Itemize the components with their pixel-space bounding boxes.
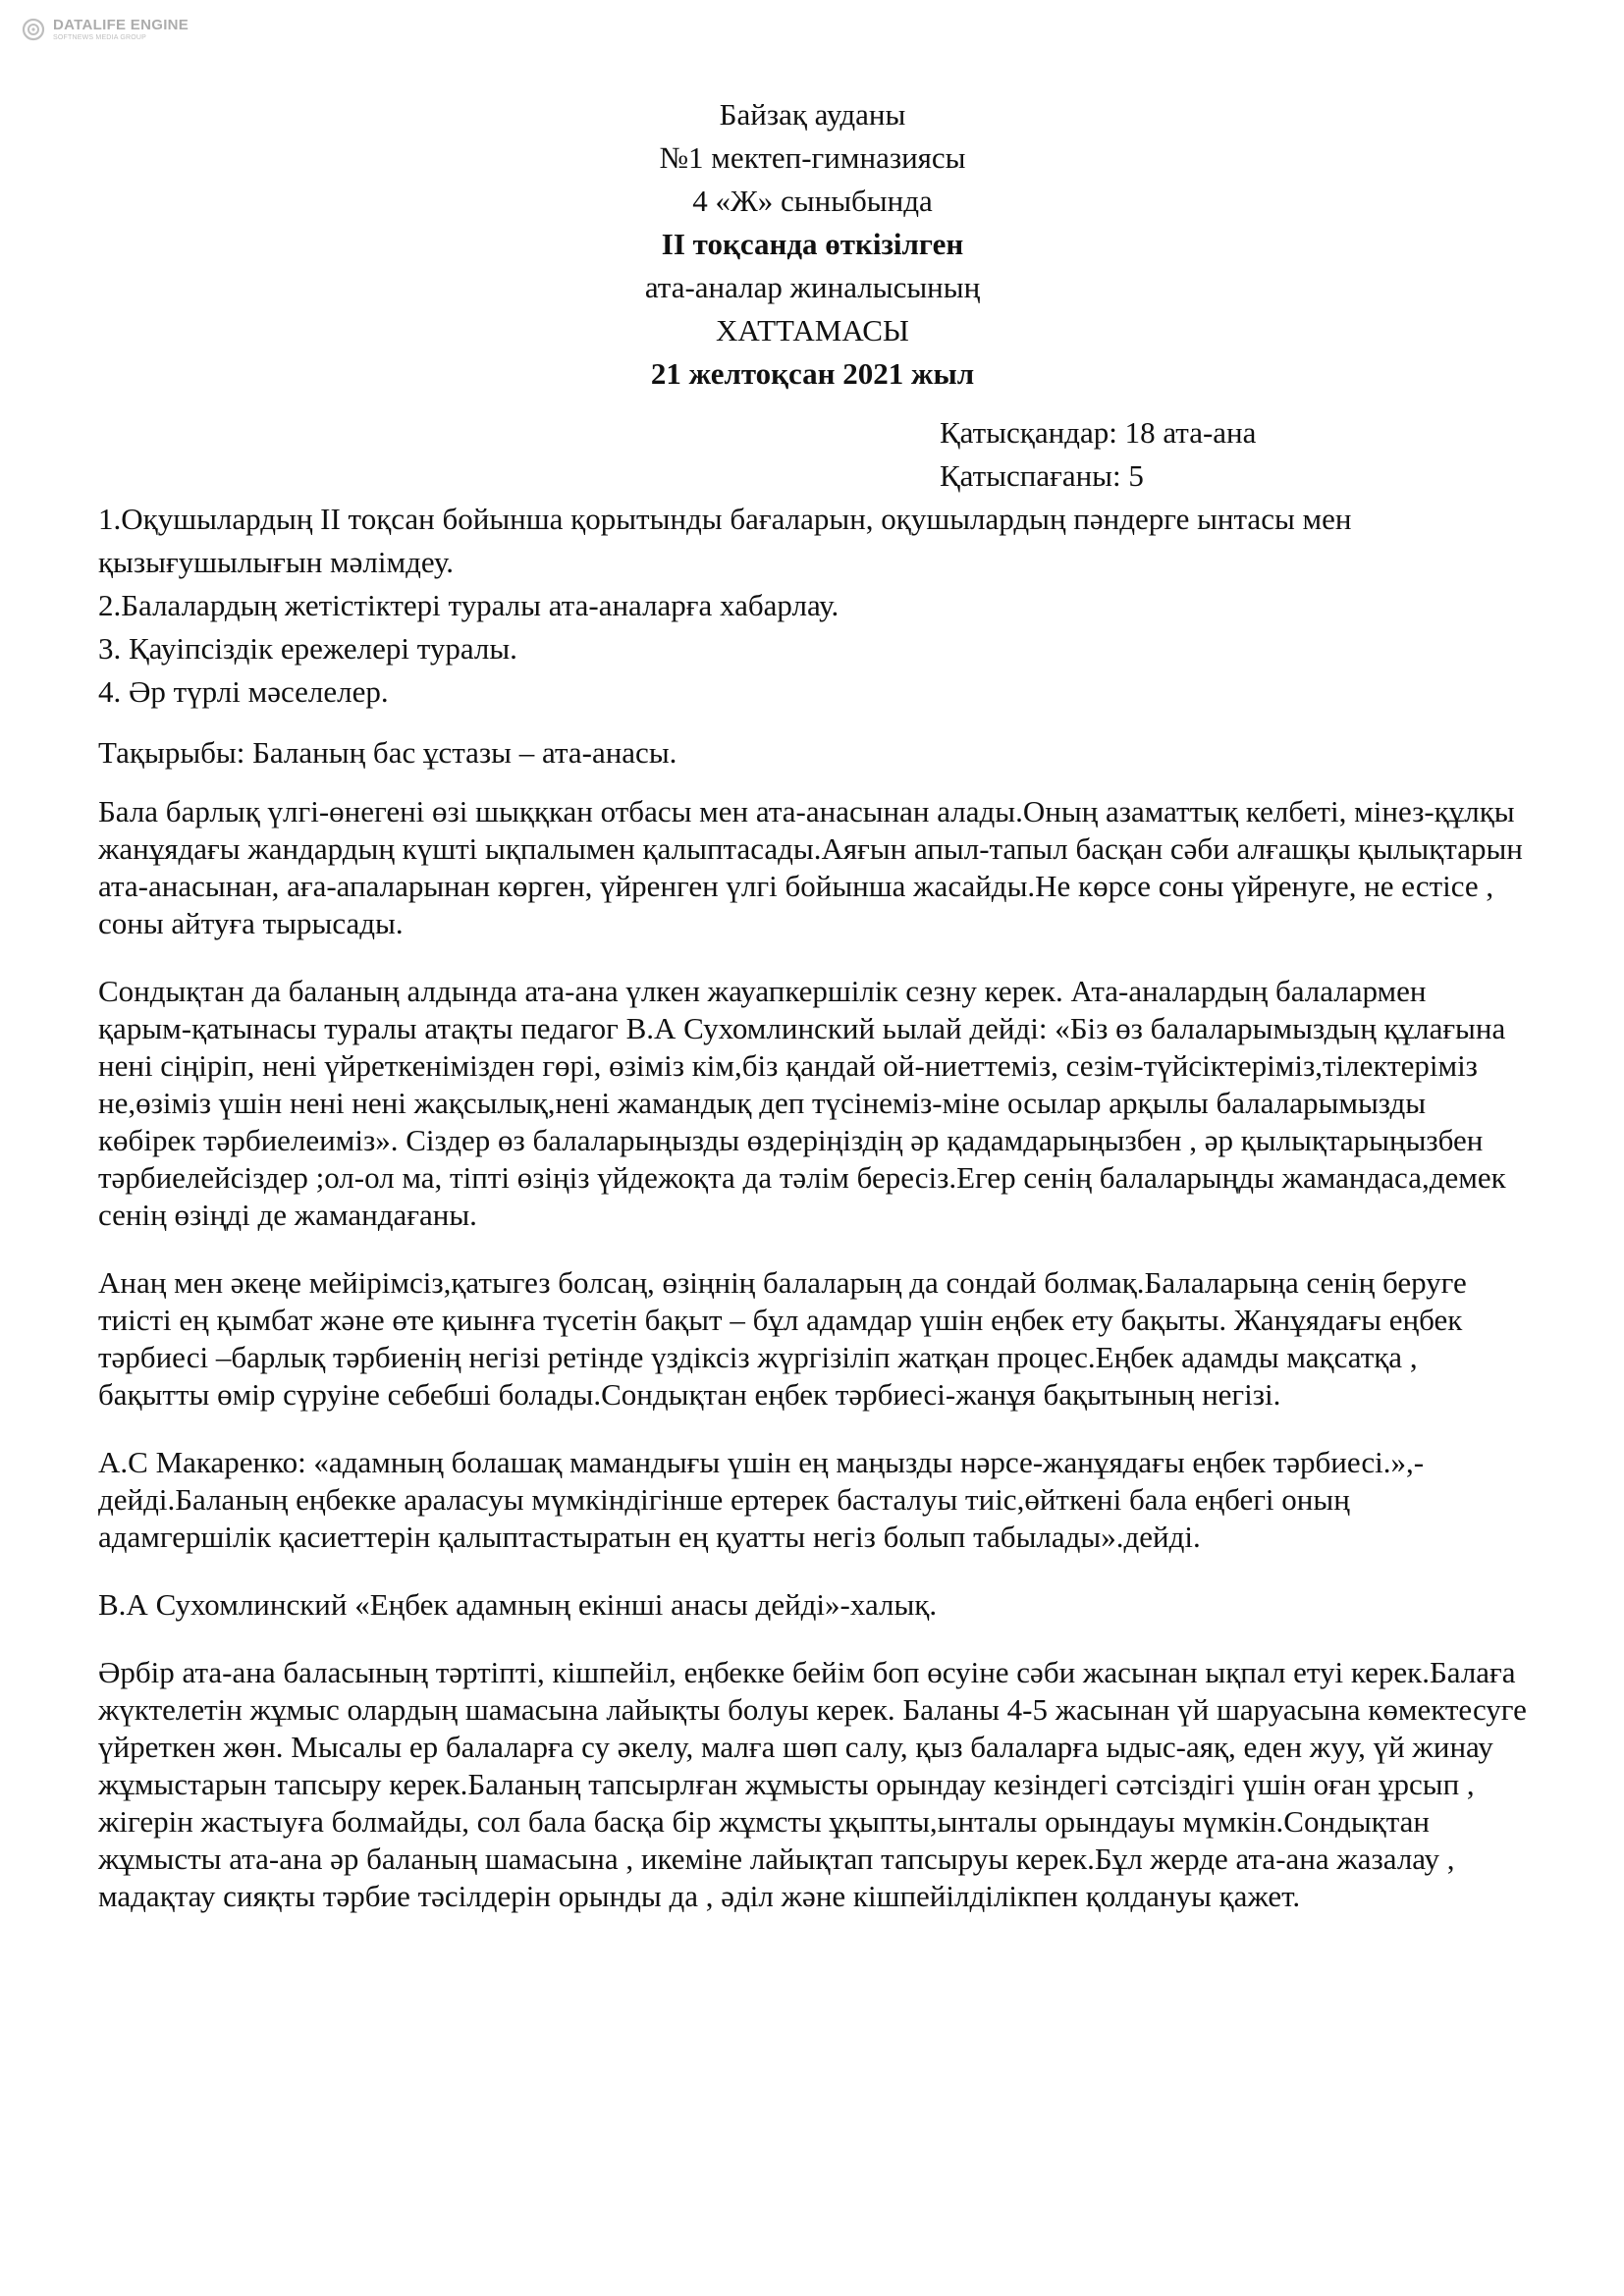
attendance-absent: Қатыспағаны: 5 [940, 458, 1144, 493]
watermark-brand: DATALIFE ENGINE [53, 17, 189, 33]
header-school: №1 мектеп-гимназиясы [659, 140, 966, 175]
agenda-item: 4. Әр түрлі мәселелер. [98, 674, 389, 709]
watermark-subtitle: SOFTNEWS MEDIA GROUP [53, 34, 147, 41]
document-header [98, 93, 1527, 396]
document-page [98, 93, 1527, 1946]
agenda-item: 2.Балалардың жетістіктері туралы ата-аналарға хабарлау. [98, 588, 839, 622]
body-paragraph: А.С Макаренко: «адамның болашақ мамандығы үшін ең маңызды нәрсе-жанұядағы еңбек тәрбиесі.»,-дейді.Баланың еңбекке араласуы мүмкіндігінше ертерек басталуы тиіс,өйткені бала еңбегі оның адамгершілік қасиеттерін қалыптастыратын ең қуатты негіз болып табылады».дейді. [98, 1445, 1425, 1554]
agenda-item: 1.Оқушылардың II тоқсан бойынша қорытынды бағаларын, оқушылардың пәндерге ынтасы мен қызығушылығын мәлімдеу. [98, 502, 1352, 579]
body-paragraph: Әрбір ата-ана баласының тәртіпті, кішпейіл, еңбекке бейім боп өсуіне сәби жасынан ықпал етуі керек.Балаға жүктелетін жұмыс олардың шамасына лайықты болуы керек. Баланы 4-5 жасынан үй шаруасына көмектесуге үйреткен жөн. Мысалы ер балаларға су әкелу, малға шөп салу, қыз балаларға ыдыс-аяқ, еден жуу, үй жинау жұмыстарын тапсыру керек.Баланың тапсырлған жұмысты орындау кезіндегі сәтсіздігі үшін оған ұрсып , жігерін жастыуға болмайды, сол бала басқа бір жұмсты ұқыпты,ынталы орындауы мүмкін.Сондықтан жұмысты ата-ана әр баланың шамасына , икеміне лайықтап тапсыруы керек.Бұл жерде ата-ана жазалау , мадақтау сияқты тәрбие тәсілдерін орынды да , әділ және кішпейілділікпен қолдануы қажет. [98, 1655, 1527, 1913]
header-district: Байзақ ауданы [719, 97, 906, 132]
header-quarter: II тоқсанда өткізілген [661, 227, 964, 261]
document-title: ХАТТАМАСЫ [716, 313, 909, 347]
body-paragraph: Анаң мен әкеңе мейірімсіз,қатыгез болсаң, өзіңнің балаларың да сондай болмақ.Балаларыңа сенің беруге тиісті ең қымбат және өте қиынға түсетін бақыт – бұл адамдар үшін еңбек ету бақыты. Жанұядағы еңбек тәрбиесі –барлық тәрбиенің негізі ретінде үздіксіз жүргізіліп жатқан процес.Еңбек адамды мақсатқа , бақытты өмір сүруіне себебші болады.Сондықтан еңбек тәрбиесі-жанұя бақытының негізі. [98, 1265, 1467, 1412]
topic-line: Тақырыбы: Баланың бас ұстазы – ата-анасы. [98, 735, 677, 770]
agenda-item: 3. Қауіпсіздік ережелері туралы. [98, 631, 517, 666]
datalife-logo-icon [22, 18, 45, 41]
watermark-text [53, 18, 189, 41]
header-meeting: ата-аналар жиналысының [644, 270, 981, 304]
body-paragraph: В.А Сухомлинский «Еңбек адамның екінші анасы дейді»-халық. [98, 1587, 938, 1622]
attendance-present: Қатысқандар: 18 ата-ана [940, 415, 1257, 450]
watermark [22, 18, 189, 41]
attendance-block [940, 411, 1527, 498]
agenda-list [98, 498, 1527, 714]
body-paragraph: Сондықтан да баланың алдында ата-ана үлкен жауапкершілік сезну керек. Ата-аналардың балалармен қарым-қатынасы туралы атақты педагог В.А Сухомлинский ьылай дейді: «Біз өз балаларымыздың құлағына нені сіңіріп, нені үйреткенімізден гөрі, өзіміз кім,біз қандай ой-ниеттеміз, сезім-түйсіктеріміз,тілектеріміз не,өзіміз үшін нені нені жақсылық,нені жамандық деп түсінеміз-міне осылар арқылы балаларымызды көбірек тәрбиелеиміз». Сіздер өз балаларыңызды өздеріңіздің әр қадамдарыңызбен , әр қылықтарыңызбен тәрбиелейсіздер ;ол-ол ма, тіпті өзіңіз үйдежоқта да тәлім бересіз.Егер сенің балаларыңды жамандаса,демек сенің өзіңді де жамандағаны. [98, 974, 1506, 1232]
body-paragraph: Бала барлық үлгі-өнегені өзі шыққкан отбасы мен ата-анасынан алады.Оның азаматтық келбеті, мінез-құлқы жанұядағы жандардың күшті ықпалымен қалыптасады.Аяғын апыл-тапыл басқан сәби алғашқы қылықтарын ата-анасынан, аға-апаларынан көрген, үйренген үлгі бойынша жасайды.Не көрсе соны үйренуге, не естісе , соны айтуға тырысады. [98, 794, 1523, 940]
document-date: 21 желтоқсан 2021 жыл [650, 356, 975, 391]
header-class: 4 «Ж» сыныбында [692, 184, 933, 218]
